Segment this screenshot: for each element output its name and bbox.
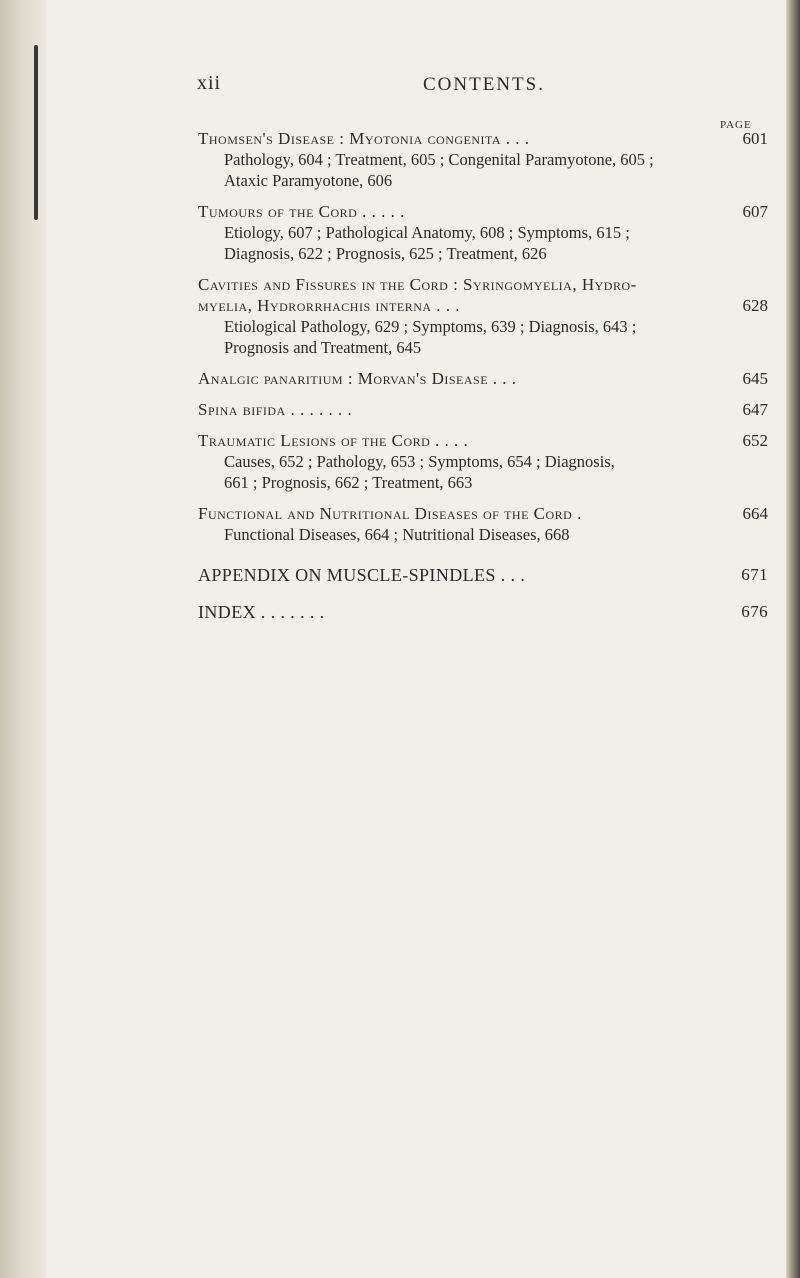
entry-subtopics	[198, 222, 768, 264]
toc-entry-tumours-of-cord	[198, 201, 768, 264]
entry-title-continued: myelia, Hydrorrhachis interna . . .	[198, 296, 461, 315]
entry-title: Traumatic Lesions of the Cord . . . .	[198, 431, 469, 450]
page-header	[0, 72, 800, 104]
subtopic-line: Etiology, 607 ; Pathological Anatomy, 608 ; Symptoms, 615 ;	[224, 223, 630, 242]
subtopic-line: Diagnosis, 622 ; Prognosis, 625 ; Treatment, 626	[224, 244, 547, 263]
subtopic-line: Pathology, 604 ; Treatment, 605 ; Congenital Paramyotone, 605 ;	[224, 150, 654, 169]
entry-title: Spina bifida . . . . . . .	[198, 400, 353, 419]
entry-page: 607	[742, 202, 768, 221]
appendix-label: APPENDIX ON MUSCLE-SPINDLES . . .	[198, 565, 526, 585]
page-number: xii	[197, 72, 222, 94]
entry-page: 647	[742, 400, 768, 419]
page-edge-left	[0, 0, 46, 1278]
toc-entry-thomsens-disease	[198, 128, 768, 191]
index-page: 676	[741, 602, 768, 621]
entry-title: Analgic panaritium : Morvan's Disease . . .	[198, 369, 517, 388]
entry-title: Tumours of the Cord . . . . .	[198, 202, 405, 221]
entry-subtopics	[198, 524, 768, 545]
toc-entry-cavities-and-fissures	[198, 274, 768, 358]
toc-entry-appendix	[198, 563, 768, 587]
toc-entry-functional-nutritional	[198, 503, 768, 545]
toc-entry-traumatic-lesions	[198, 430, 768, 493]
toc-entry-spina-bifida	[198, 399, 768, 420]
entry-subtopics	[198, 316, 768, 358]
entry-subtopics	[198, 451, 768, 493]
subtopic-line: Functional Diseases, 664 ; Nutritional Diseases, 668	[224, 525, 570, 544]
subtopic-line: Ataxic Paramyotone, 606	[224, 171, 393, 190]
entry-page: 664	[742, 504, 768, 523]
subtopic-line: 661 ; Prognosis, 662 ; Treatment, 663	[224, 473, 473, 492]
entry-page: 645	[742, 369, 768, 388]
page-column-label: PAGE	[720, 119, 752, 131]
subtopic-line: Etiological Pathology, 629 ; Symptoms, 639 ; Diagnosis, 643 ;	[224, 317, 637, 336]
subtopic-line: Causes, 652 ; Pathology, 653 ; Symptoms, 654 ; Diagnosis,	[224, 452, 615, 471]
entry-page: 601	[742, 129, 768, 148]
page-edge-right	[786, 0, 800, 1278]
index-label: INDEX . . . . . . .	[198, 602, 325, 622]
toc-entry-analgic-panaritium	[198, 368, 768, 389]
entry-title: Functional and Nutritional Diseases of the Cord .	[198, 504, 582, 523]
subtopic-line: Prognosis and Treatment, 645	[224, 338, 422, 357]
entry-title: Thomsen's Disease : Myotonia congenita . . .	[198, 129, 530, 148]
toc-entry-index	[198, 600, 768, 624]
entry-page: 652	[742, 431, 768, 450]
entry-page: 628	[742, 296, 768, 315]
table-of-contents	[198, 128, 768, 624]
entry-title: Cavities and Fissures in the Cord : Syringomyelia, Hydro-	[198, 275, 637, 294]
running-title: CONTENTS.	[423, 74, 545, 95]
entry-subtopics	[198, 149, 768, 191]
appendix-page: 671	[741, 565, 768, 584]
